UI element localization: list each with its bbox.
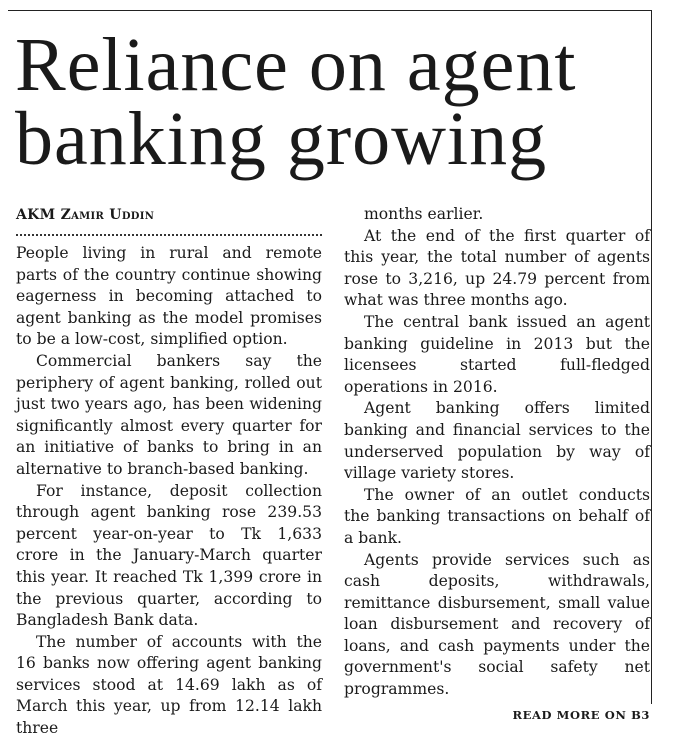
read-more-link[interactable]: READ MORE ON B3 — [512, 707, 650, 722]
article-column-1 — [16, 204, 322, 740]
paragraph: Commercial bankers say the periphery of agent banking, rolled out just two years ago, has been widening significantly almost every quarter for an initiative of banks to bring in an alternative to branch-based banking. — [16, 351, 322, 478]
paragraph: The owner of an outlet conducts the banking transactions on behalf of a bank. — [344, 485, 650, 547]
paragraph: The central bank issued an agent banking guideline in 2013 but the licensees started full-fledged operations in 2016. — [344, 312, 650, 396]
paragraph: For instance, deposit collection through agent banking rose 239.53 percent year-on-year to Tk 1,633 crore in the January-March quarter this year. It reached Tk 1,399 crore in the previous quarter, according to Bangladesh Bank data. — [16, 481, 322, 630]
byline: AKM Zamir Uddin — [16, 207, 155, 223]
headline: Reliance on agent banking growing — [15, 23, 577, 181]
top-rule — [8, 10, 651, 11]
article-body — [16, 204, 652, 738]
paragraph: Agent banking offers limited banking and financial services to the underserved population by way of village variety stores. — [344, 399, 650, 483]
byline-divider — [16, 234, 322, 236]
paragraph: Agents provide services such as cash deposits, withdrawals, remittance disbursement, small value loan disbursement and recovery of loans, and cash payments under the government's social safety net programmes. — [344, 550, 650, 699]
paragraph: At the end of the first quarter of this year, the total number of agents rose to 3,216, up 24.79 percent from what was three months ago. — [344, 226, 650, 310]
paragraph-continuation: months earlier. — [364, 205, 484, 223]
paragraph: The number of accounts with the 16 banks now offering agent banking services stood at 14.69 lakh as of March this year, up from 12.14 lakh three — [16, 632, 322, 738]
article-column-2 — [344, 204, 650, 740]
paragraph: People living in rural and remote parts of the country continue showing eagerness in becoming attached to agent banking as the model promises to be a low-cost, simplified option. — [16, 244, 322, 349]
